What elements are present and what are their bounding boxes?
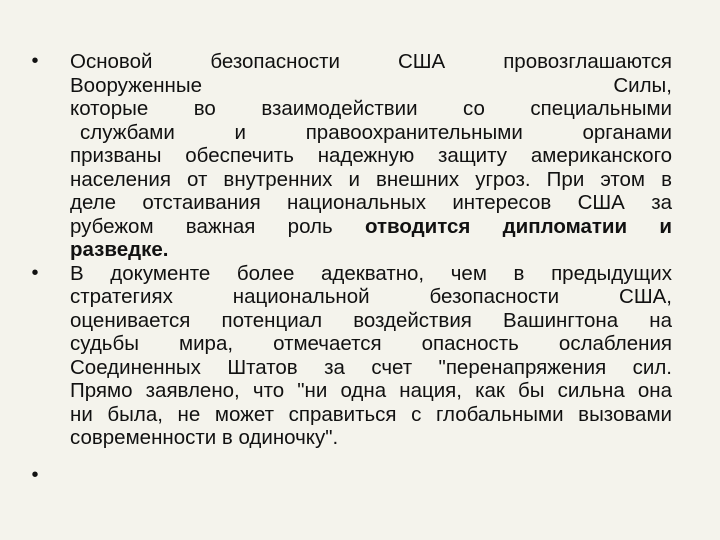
text-line: ни была, не может справиться с глобальными вызовами [70, 402, 672, 426]
text-line-mixed [70, 215, 672, 239]
bullet-dot-icon: • [31, 261, 39, 284]
text-line: призваны обеспечить надежную защиту американского [70, 144, 672, 167]
text-plain: рубежом важная роль [70, 214, 333, 238]
text-line: которые во взаимодействии со специальными [70, 97, 672, 120]
text-line: судьбы мира, отмечается опасность ослабления [70, 332, 672, 355]
text-line: стратегиях национальной безопасности США, [70, 285, 672, 308]
bullet-dot-icon: • [31, 463, 39, 486]
bullet-dot-icon: • [31, 50, 39, 72]
text-line: Соединенных Штатов за счет "перенапряжения сил. [70, 355, 672, 379]
bullet-item-1 [28, 50, 672, 262]
bullet-list [28, 50, 672, 487]
text-line: населения от внутренних и внешних угроз. При этом в [70, 167, 672, 191]
text-emphasis: отводится дипломатии и [364, 214, 672, 238]
text-line: оценивается потенциал воздействия Вашингтона на [70, 308, 672, 332]
text-line: Основой безопасности США провозглашаются [70, 50, 672, 73]
text-line: службами и правоохранительными органами [80, 120, 672, 144]
text-emphasis-end: разведке. [70, 238, 169, 261]
bullet-item-2 [28, 262, 672, 450]
text-line: В документе более адекватно, чем в предыдущих [70, 261, 672, 285]
bullet-item-3-empty [28, 464, 672, 488]
text-line: Прямо заявлено, что "ни одна нация, как бы сильна она [70, 379, 672, 402]
text-line: современности в одиночку". [70, 426, 339, 449]
text-line: Вооруженные Силы, [70, 73, 672, 97]
text-line: деле отстаивания национальных интересов США за [70, 191, 672, 214]
